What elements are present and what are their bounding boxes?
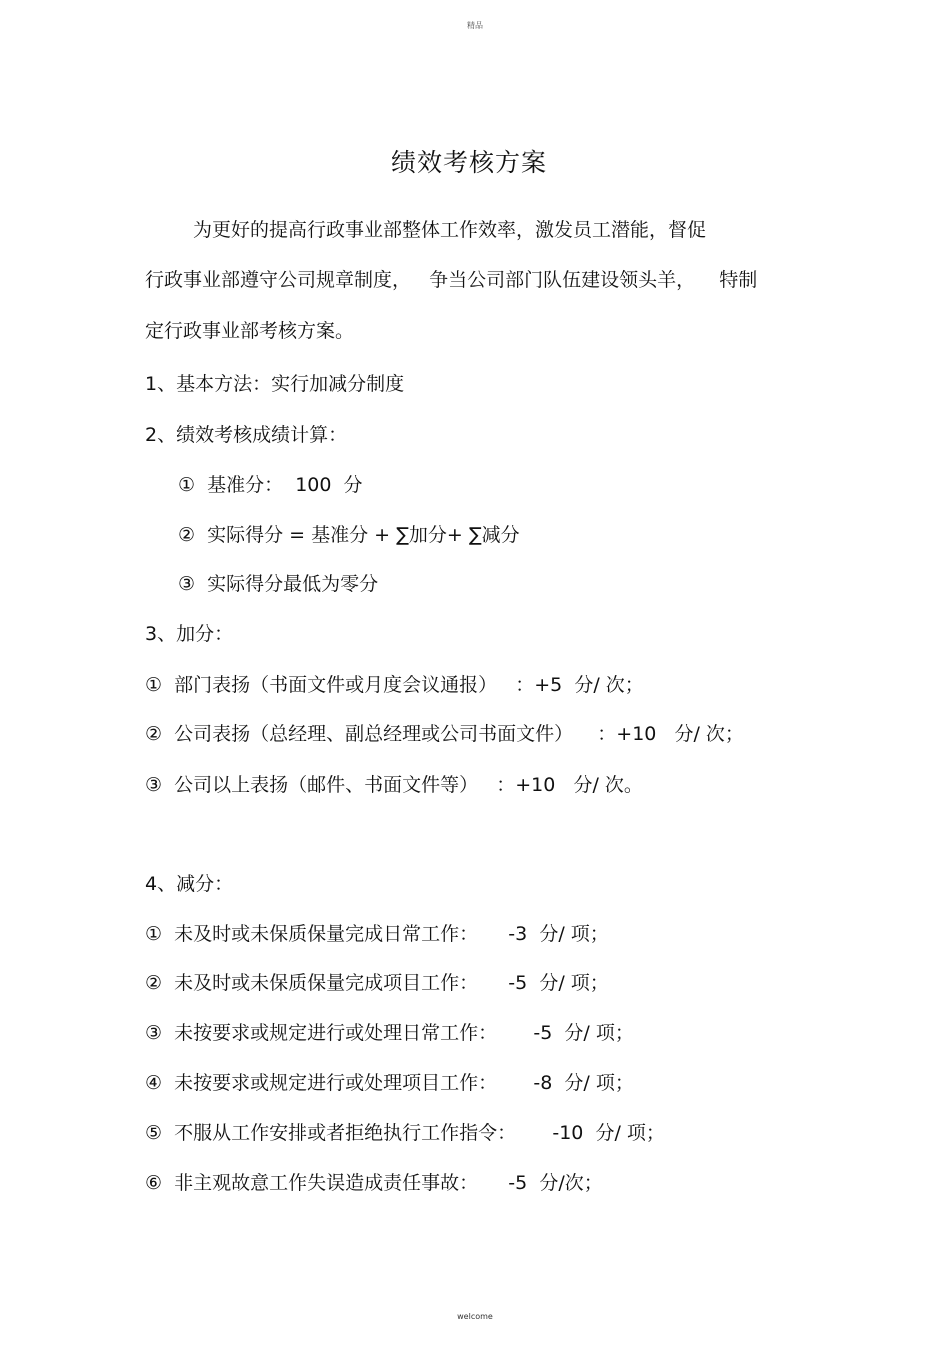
section-2-item-1: ① 基准分： 100 分: [178, 474, 363, 496]
section-4-item-6: ⑥ 非主观故意工作失误造成责任事故： -5 分/次；: [145, 1172, 603, 1194]
section-4-item-2: ② 未及时或未保质保量完成项目工作： -5 分/ 项；: [145, 972, 609, 994]
intro-line-1: 为更好的提高行政事业部整体工作效率，激发员工潜能，督促: [193, 219, 707, 241]
section-2-item-2: ② 实际得分 = 基准分 + ∑加分+ ∑减分: [178, 524, 520, 546]
section-3-item-1: ① 部门表扬（书面文件或月度会议通报） ：+5 分/ 次；: [145, 674, 644, 696]
section-3-item-2: ② 公司表扬（总经理、副总经理或公司书面文件） ：+10 分/ 次；: [145, 723, 744, 745]
header-watermark: 精品: [467, 21, 483, 30]
document-title: 绩效考核方案: [390, 148, 547, 177]
section-4-item-5: ⑤ 不服从工作安排或者拒绝执行工作指令： -10 分/ 项；: [145, 1122, 665, 1144]
section-2-heading: 2、绩效考核成绩计算：: [145, 424, 348, 446]
section-2-item-3: ③ 实际得分最低为零分: [178, 573, 379, 595]
footer-watermark: welcome: [457, 1312, 493, 1321]
section-3-item-3: ③ 公司以上表扬（邮件、书面文件等） ：+10 分/ 次。: [145, 774, 643, 796]
section-4-item-4: ④ 未按要求或规定进行或处理项目工作： -8 分/ 项；: [145, 1072, 634, 1094]
intro-line-2: 行政事业部遵守公司规章制度， 争当公司部门队伍建设领头羊， 特制: [145, 269, 758, 291]
section-4-heading: 4、减分：: [145, 873, 234, 895]
section-4-item-3: ③ 未按要求或规定进行或处理日常工作： -5 分/ 项；: [145, 1022, 634, 1044]
intro-line-3: 定行政事业部考核方案。: [145, 320, 355, 342]
section-1-method: 1、基本方法：实行加减分制度: [145, 373, 405, 395]
section-4-item-1: ① 未及时或未保质保量完成日常工作： -3 分/ 项；: [145, 923, 609, 945]
section-3-heading: 3、加分：: [145, 623, 234, 645]
